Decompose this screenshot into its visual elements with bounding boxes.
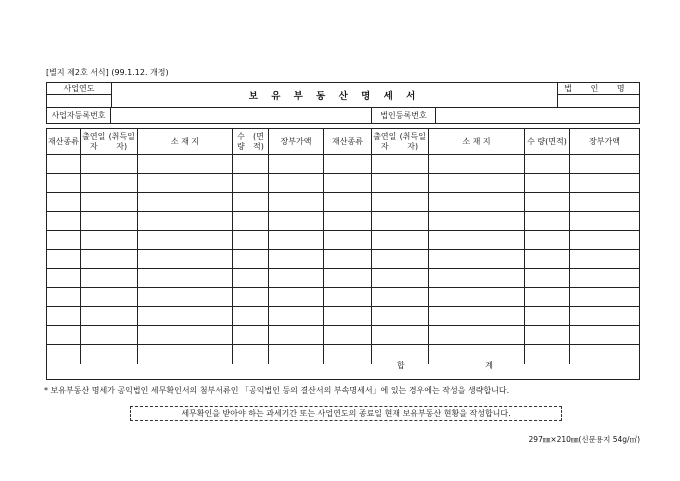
total-row-cell[interactable]	[570, 345, 639, 364]
col-header-line: 수 량	[237, 131, 245, 151]
table-cell[interactable]	[324, 250, 372, 269]
table-cell[interactable]	[269, 269, 324, 288]
form-header	[46, 82, 640, 124]
table-cell[interactable]	[324, 307, 372, 326]
table-cell[interactable]	[324, 155, 372, 174]
table-cell[interactable]	[269, 307, 324, 326]
table-cell[interactable]	[324, 174, 372, 193]
table-cell[interactable]	[233, 307, 269, 326]
table-cell[interactable]	[233, 269, 269, 288]
table-cell[interactable]	[324, 288, 372, 307]
table-cell[interactable]	[81, 307, 138, 326]
table-cell[interactable]	[47, 193, 81, 212]
corp-name-box	[558, 83, 639, 107]
table-cell[interactable]	[269, 231, 324, 250]
table-cell[interactable]	[47, 250, 81, 269]
total-row-cell[interactable]	[269, 345, 324, 364]
table-cell[interactable]	[138, 174, 233, 193]
table-cell[interactable]	[525, 193, 570, 212]
table-cell[interactable]	[570, 288, 639, 307]
table-cell[interactable]	[525, 212, 570, 231]
col-header-location-1	[138, 129, 233, 155]
business-reg-no-field[interactable]	[111, 108, 372, 123]
table-cell[interactable]	[570, 174, 639, 193]
table-cell[interactable]	[372, 269, 429, 288]
table-cell[interactable]	[525, 326, 570, 345]
table-cell[interactable]	[138, 231, 233, 250]
table-cell[interactable]	[372, 288, 429, 307]
table-cell[interactable]	[525, 155, 570, 174]
total-row-cell[interactable]	[81, 345, 138, 364]
table-cell[interactable]	[81, 212, 138, 231]
col-header-kind-1	[47, 129, 81, 155]
table-cell[interactable]	[233, 193, 269, 212]
table-cell[interactable]	[324, 269, 372, 288]
table-cell[interactable]	[81, 193, 138, 212]
corp-name-field[interactable]	[558, 95, 639, 106]
table-cell[interactable]	[81, 288, 138, 307]
table-cell[interactable]	[372, 193, 429, 212]
table-cell[interactable]	[570, 307, 639, 326]
business-year-box	[47, 83, 112, 107]
table-cell[interactable]	[269, 288, 324, 307]
table-cell[interactable]	[269, 155, 324, 174]
table-cell[interactable]	[324, 212, 372, 231]
table-cell[interactable]	[429, 231, 525, 250]
total-label-2: 계	[485, 361, 493, 370]
col-header-line: 출연일자	[373, 131, 397, 151]
table-cell[interactable]	[138, 288, 233, 307]
form-title: 보 유 부 동 산 명 세 서	[112, 83, 558, 107]
table-cell[interactable]	[81, 231, 138, 250]
table-cell[interactable]	[138, 326, 233, 345]
table-cell[interactable]	[525, 231, 570, 250]
table-cell[interactable]	[233, 250, 269, 269]
table-cell[interactable]	[233, 231, 269, 250]
table-cell[interactable]	[269, 212, 324, 231]
footnote: * 보유부동산 명세가 공익법인 세무확인서의 첨부서류인 「공익법인 등의 결산서의 부속명세서」에 있는 경우에는 작성을 생략합니다.	[44, 386, 510, 395]
col-header-book-value-1	[269, 129, 324, 155]
table-cell[interactable]	[138, 307, 233, 326]
table-cell[interactable]	[372, 174, 429, 193]
table-cell[interactable]	[81, 250, 138, 269]
table-cell[interactable]	[233, 155, 269, 174]
instruction-text: 세무확인을 받아야 하는 과세기간 또는 사업연도의 종료일 현재 보유부동산 현황을 작성합니다.	[181, 409, 511, 418]
col-header-line: 장부가액	[280, 136, 312, 146]
table-cell[interactable]	[372, 326, 429, 345]
table-cell[interactable]	[429, 155, 525, 174]
table-cell[interactable]	[47, 212, 81, 231]
table-cell[interactable]	[429, 250, 525, 269]
table-cell[interactable]	[47, 231, 81, 250]
table-cell[interactable]	[372, 307, 429, 326]
table-cell[interactable]	[47, 307, 81, 326]
business-year-field[interactable]	[47, 95, 111, 106]
col-header-date-1	[81, 129, 138, 155]
corp-name-label: 법 인 명	[558, 83, 639, 95]
table-cell[interactable]	[525, 174, 570, 193]
table-cell[interactable]	[429, 326, 525, 345]
table-cell[interactable]	[570, 212, 639, 231]
col-header-line: 수 량	[527, 136, 546, 146]
table-cell[interactable]	[429, 269, 525, 288]
table-cell[interactable]	[324, 193, 372, 212]
table-cell[interactable]	[372, 212, 429, 231]
table-cell[interactable]	[429, 307, 525, 326]
table-cell[interactable]	[570, 269, 639, 288]
table-cell[interactable]	[81, 326, 138, 345]
business-reg-no-label: 사업자등록번호	[47, 108, 111, 123]
col-header-line: (면적)	[253, 131, 264, 151]
total-row-cell[interactable]	[138, 345, 233, 364]
table-cell[interactable]	[372, 155, 429, 174]
total-row-cell[interactable]	[233, 345, 269, 364]
table-cell[interactable]	[233, 212, 269, 231]
table-cell[interactable]	[47, 288, 81, 307]
table-cell[interactable]	[269, 193, 324, 212]
table-cell[interactable]	[81, 269, 138, 288]
table-cell[interactable]	[233, 174, 269, 193]
table-cell[interactable]	[138, 250, 233, 269]
total-row-cell[interactable]	[525, 345, 570, 364]
table-cell[interactable]	[372, 250, 429, 269]
table-cell[interactable]	[81, 155, 138, 174]
table-cell[interactable]	[269, 326, 324, 345]
business-year-label: 사업연도	[47, 83, 111, 95]
table-cell[interactable]	[138, 193, 233, 212]
table-cell[interactable]	[233, 288, 269, 307]
table-cell[interactable]	[525, 288, 570, 307]
table-cell[interactable]	[372, 231, 429, 250]
col-header-date-2	[372, 129, 429, 155]
col-header-line: 재산	[332, 136, 348, 146]
col-header-line: 종류	[63, 136, 79, 146]
table-cell[interactable]	[525, 250, 570, 269]
col-header-line: (면적)	[545, 136, 567, 146]
table-cell[interactable]	[429, 174, 525, 193]
table-cell[interactable]	[47, 174, 81, 193]
paper-spec: 297㎜×210㎜(신문용지 54g/㎡)	[528, 435, 640, 444]
col-header-quantity-2	[525, 129, 570, 155]
table-cell[interactable]	[324, 231, 372, 250]
table-cell[interactable]	[525, 307, 570, 326]
col-header-line: 출연일자	[82, 131, 106, 151]
col-header-location-2	[429, 129, 525, 155]
table-cell[interactable]	[138, 212, 233, 231]
table-cell[interactable]	[570, 231, 639, 250]
table-cell[interactable]	[269, 250, 324, 269]
corp-reg-no-field[interactable]	[436, 108, 639, 123]
col-header-line: 소 재 지	[170, 136, 200, 146]
table-cell[interactable]	[47, 155, 81, 174]
col-header-quantity-1	[233, 129, 269, 155]
table-cell[interactable]	[429, 288, 525, 307]
col-header-line: 소 재 지	[462, 136, 491, 146]
property-table	[46, 128, 640, 380]
table-cell[interactable]	[47, 326, 81, 345]
table-cell[interactable]	[570, 193, 639, 212]
table-cell[interactable]	[138, 269, 233, 288]
form-id: [별지 제2호 서식] (99.1.12. 개정)	[46, 68, 169, 77]
table-cell[interactable]	[81, 174, 138, 193]
col-header-line: 장부가액	[589, 136, 620, 146]
table-cell[interactable]	[324, 326, 372, 345]
total-label	[397, 360, 493, 371]
total-label-1: 합	[397, 361, 405, 370]
col-header-line: 종류	[347, 136, 363, 146]
table-cell[interactable]	[269, 174, 324, 193]
col-header-line: (취득일자)	[399, 131, 426, 151]
col-header-line: 재산	[48, 136, 64, 146]
table-cell[interactable]	[233, 326, 269, 345]
table-cell[interactable]	[525, 269, 570, 288]
total-row-cell[interactable]	[47, 345, 81, 364]
col-header-book-value-2	[570, 129, 639, 155]
table-cell[interactable]	[138, 155, 233, 174]
col-header-kind-2	[324, 129, 372, 155]
table-cell[interactable]	[429, 193, 525, 212]
table-cell[interactable]	[570, 326, 639, 345]
table-cell[interactable]	[47, 269, 81, 288]
col-header-line: (취득일자)	[108, 131, 135, 151]
table-cell[interactable]	[429, 212, 525, 231]
corp-reg-no-label: 법인등록번호	[372, 108, 436, 123]
table-cell[interactable]	[570, 250, 639, 269]
total-row-cell[interactable]	[324, 345, 372, 364]
instruction-box	[130, 406, 562, 421]
table-cell[interactable]	[570, 155, 639, 174]
